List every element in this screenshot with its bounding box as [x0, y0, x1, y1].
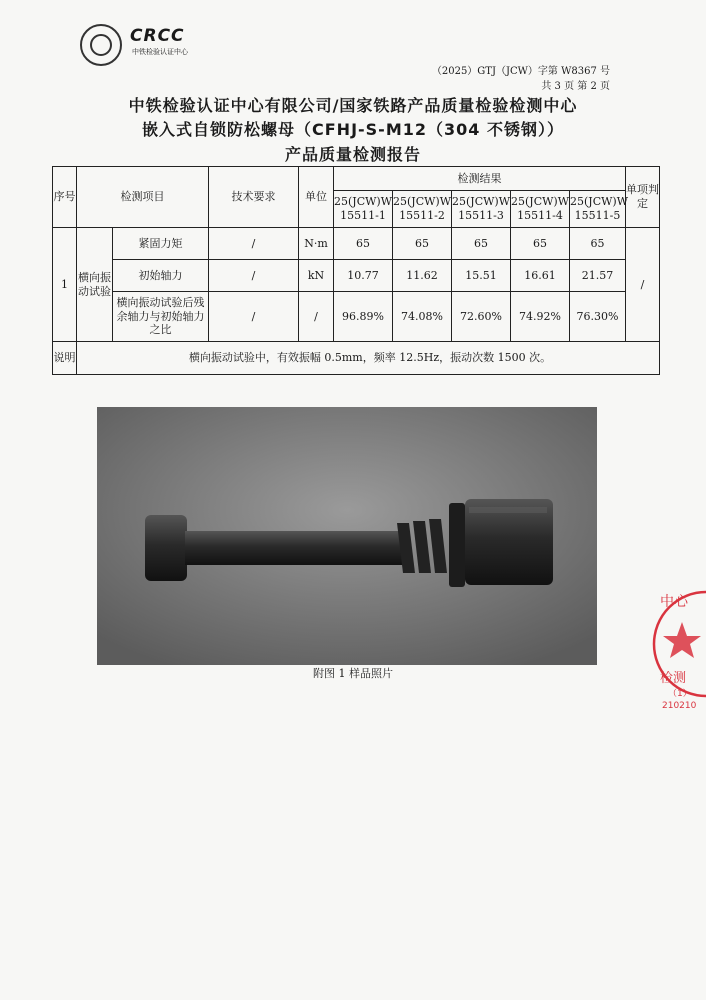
sample-id: 25(JCW)W 15511-3 [452, 191, 511, 228]
note-text: 横向振动试验中，有效振幅 0.5mm，频率 12.5Hz，振动次数 1500 次。 [77, 342, 660, 375]
page-info: 共 3 页 第 2 页 [541, 81, 610, 92]
unit-cell: kN [299, 260, 334, 292]
title-line-2: 嵌入式自锁防松螺母（CFHJ-S-M12（304 不锈钢）） [142, 120, 564, 139]
header-unit: 单位 [299, 167, 334, 228]
unit-cell: / [299, 292, 334, 342]
value-cell: 65 [334, 228, 393, 260]
red-seal-stamp-icon [652, 574, 706, 714]
value-cell: 65 [511, 228, 570, 260]
note-label: 说明 [53, 342, 77, 375]
sample-id: 25(JCW)W 15511-4 [511, 191, 570, 228]
item-cell: 初始轴力 [113, 260, 209, 292]
value-cell: 72.60% [452, 292, 511, 342]
req-cell: / [209, 292, 299, 342]
value-cell: 76.30% [570, 292, 626, 342]
bolt-nut-image [97, 407, 597, 665]
req-cell: / [209, 228, 299, 260]
category-cell: 横向振动试验 [77, 228, 113, 342]
sample-id: 25(JCW)W 15511-1 [334, 191, 393, 228]
value-cell: 11.62 [393, 260, 452, 292]
results-table [52, 166, 660, 375]
header-seq: 序号 [53, 167, 77, 228]
value-cell: 74.92% [511, 292, 570, 342]
stamp-text: 检测 [660, 671, 687, 686]
value-cell: 96.89% [334, 292, 393, 342]
stamp-text: 中心 [660, 594, 688, 610]
value-cell: 65 [570, 228, 626, 260]
value-cell: 15.51 [452, 260, 511, 292]
header-tech-req: 技术要求 [209, 167, 299, 228]
value-cell: 10.77 [334, 260, 393, 292]
stamp-text: （1） [668, 689, 692, 699]
header-item: 检测项目 [77, 167, 209, 228]
value-cell: 65 [452, 228, 511, 260]
title-line-1: 中铁检验认证中心有限公司/国家铁路产品质量检验检测中心 [128, 96, 578, 115]
logo-subtitle: 中铁检验认证中心 [132, 48, 188, 56]
value-cell: 21.57 [570, 260, 626, 292]
unit-cell: N·m [299, 228, 334, 260]
stamp-text: 210210 [662, 701, 697, 711]
value-cell: 16.61 [511, 260, 570, 292]
document-number: （2025）GTJ（JCW）字第 W8367 号 [431, 66, 610, 77]
logo-seal-icon [80, 24, 122, 66]
header-results: 检测结果 [334, 167, 626, 191]
figure-caption: 附图 1 样品照片 [313, 667, 393, 680]
logo-text: CRCC [130, 26, 185, 46]
value-cell: 65 [393, 228, 452, 260]
req-cell: / [209, 260, 299, 292]
item-cell: 紧固力矩 [113, 228, 209, 260]
sample-id: 25(JCW)W 15511-5 [570, 191, 626, 228]
item-cell: 横向振动试验后残余轴力与初始轴力之比 [113, 292, 209, 342]
seq-cell: 1 [53, 228, 77, 342]
title-line-3: 产品质量检测报告 [284, 145, 421, 164]
header-judgement: 单项判定 [626, 167, 660, 228]
sample-id: 25(JCW)W 15511-2 [393, 191, 452, 228]
judgement-cell: / [626, 228, 660, 342]
sample-photo [97, 407, 597, 665]
value-cell: 74.08% [393, 292, 452, 342]
